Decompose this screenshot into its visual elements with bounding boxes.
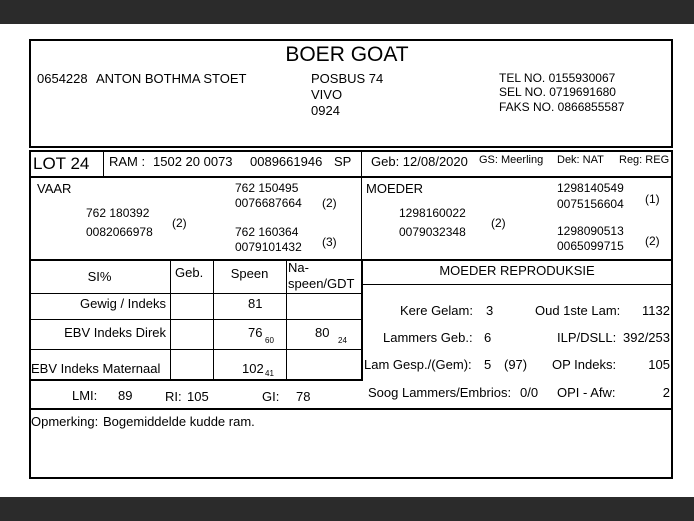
opmerking-label: Opmerking: — [31, 414, 99, 429]
vaar-label: VAAR — [37, 181, 72, 196]
moeder-sire-registration: 0075156604 — [557, 197, 624, 211]
ebv-direk-speen: 76 — [248, 325, 263, 340]
ebv-maternaal-speen-sub: 41 — [265, 369, 274, 378]
vaar-sire-mark: (2) — [322, 196, 337, 210]
breeder-id: 0654228 — [37, 71, 88, 86]
opmerking-text: Bogemiddelde kudde ram. — [103, 414, 255, 429]
op-indeks-label: OP Indeks: — [552, 357, 617, 372]
gewig-speen: 81 — [248, 296, 263, 311]
opmerking-divider — [29, 408, 673, 410]
ram-code: SP — [334, 154, 352, 169]
opi-value: 2 — [662, 385, 670, 400]
ebv-maternaal-speen: 102 — [242, 361, 264, 376]
sel-number: SEL NO. 0719691680 — [499, 85, 616, 99]
soog-value: 0/0 — [520, 385, 539, 400]
vaar-dam-mark: (3) — [322, 235, 337, 249]
lot-divider — [103, 150, 104, 176]
address-line-1: POSBUS 74 — [311, 71, 384, 86]
moeder-label: MOEDER — [366, 181, 424, 196]
vaar-number: 762 180392 — [86, 206, 150, 220]
geb-header: Geb. — [175, 265, 204, 280]
ilp-label: ILP/DSLL: — [557, 330, 617, 345]
ram-label: RAM : — [109, 154, 146, 169]
ram-registration: 0089661946 — [250, 154, 323, 169]
page-title: BOER GOAT — [285, 43, 409, 66]
lam-gesp-gem: (97) — [504, 357, 528, 372]
lam-gesp-label: Lam Gesp./(Gem): — [364, 357, 472, 372]
moeder-sire-number: 1298140549 — [557, 181, 624, 195]
oud-lam-value: 1132 — [642, 303, 670, 318]
reproduksie-divider — [361, 284, 673, 285]
moeder-registration: 0079032348 — [399, 225, 466, 239]
lam-gesp-value: 5 — [484, 357, 492, 372]
op-indeks-value: 105 — [648, 357, 670, 372]
lmi-label: LMI: — [72, 388, 98, 403]
ebv-direk-naspeen: 80 — [315, 325, 330, 340]
vaar-mark: (2) — [172, 216, 187, 230]
vaar-sire-number: 762 150495 — [235, 181, 299, 195]
opi-label: OPI - Afw: — [557, 385, 616, 400]
ebv-direk-naspeen-sub: 24 — [338, 336, 347, 345]
vaar-registration: 0082066978 — [86, 225, 153, 239]
address-line-2: VIVO — [311, 87, 343, 102]
vaar-dam-registration: 0079101432 — [235, 240, 302, 254]
tel-number: TEL NO. 0155930067 — [499, 71, 616, 85]
moeder-sire-mark: (1) — [645, 192, 660, 206]
gi-value: 78 — [296, 389, 311, 404]
soog-label: Soog Lammers/Embrios: — [368, 385, 512, 400]
lmi-value: 89 — [118, 388, 133, 403]
gs-value: GS: Meerling — [479, 154, 544, 166]
reproduksie-title: MOEDER REPRODUKSIE — [439, 263, 595, 278]
catalog-card — [0, 24, 694, 497]
ebv-direk-label: EBV Indeks Direk — [64, 325, 166, 340]
lot-number: LOT 24 — [33, 154, 90, 173]
speen-header: Speen — [230, 266, 269, 281]
naspeen-header: Na- speen/GDT — [288, 260, 355, 291]
ri-label: RI: — [165, 389, 182, 404]
oud-lam-label: Oud 1ste Lam: — [535, 303, 621, 318]
breeder-name: ANTON BOTHMA STOET — [96, 71, 247, 86]
ram-number: 1502 20 0073 — [153, 154, 233, 169]
moeder-mark: (2) — [491, 216, 506, 230]
vaar-sire-registration: 0076687664 — [235, 196, 302, 210]
ri-value: 105 — [187, 389, 209, 404]
vaar-dam-number: 762 160364 — [235, 225, 299, 239]
kere-gelam-label: Kere Gelam: — [400, 303, 473, 318]
birth-date: Geb: 12/08/2020 — [371, 154, 468, 169]
si-header: SI% — [87, 269, 112, 284]
faks-number: FAKS NO. 0866855587 — [499, 100, 625, 114]
moeder-dam-number: 1298090513 — [557, 224, 624, 238]
gewig-label: Gewig / Indeks — [80, 296, 166, 311]
lammers-geb-value: 6 — [484, 330, 492, 345]
ebv-direk-speen-sub: 60 — [265, 336, 274, 345]
moeder-dam-registration: 0065099715 — [557, 239, 624, 253]
kere-gelam-value: 3 — [486, 303, 494, 318]
lammers-geb-label: Lammers Geb.: — [383, 330, 473, 345]
ilp-value: 392/253 — [623, 330, 670, 345]
geb-divider — [361, 150, 362, 176]
reg-value: Reg: REG — [619, 154, 670, 166]
ebv-maternaal-label: EBV Indeks Maternaal — [31, 361, 161, 376]
pedigree-divider — [361, 176, 362, 259]
lot-row-divider — [29, 176, 673, 178]
gi-label: GI: — [262, 389, 280, 404]
address-line-3: 0924 — [311, 103, 340, 118]
moeder-number: 1298160022 — [399, 206, 466, 220]
dek-value: Dek: NAT — [557, 154, 604, 166]
moeder-dam-mark: (2) — [645, 234, 660, 248]
